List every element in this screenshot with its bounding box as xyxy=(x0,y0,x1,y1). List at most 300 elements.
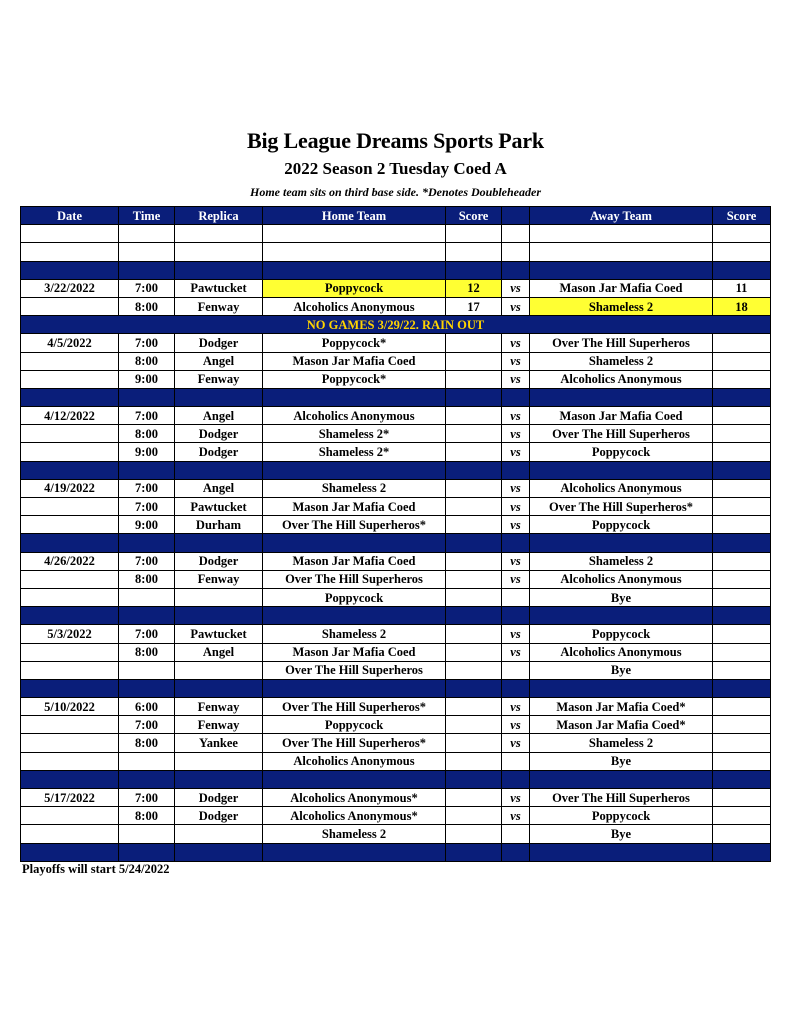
empty-cell xyxy=(502,607,530,625)
cell-vs: vs xyxy=(502,789,530,807)
empty-cell xyxy=(175,388,263,406)
separator-row xyxy=(21,261,771,279)
cell-date xyxy=(21,498,119,516)
cell-home-score xyxy=(446,752,502,770)
col-header-home-team: Home Team xyxy=(263,207,446,225)
empty-cell xyxy=(263,534,446,552)
cell-time xyxy=(119,752,175,770)
empty-cell xyxy=(713,225,771,243)
table-row xyxy=(21,825,771,843)
cell-replica: Angel xyxy=(175,643,263,661)
cell-home-score xyxy=(446,516,502,534)
table-row xyxy=(21,698,771,716)
empty-cell xyxy=(446,607,502,625)
cell-away-team: Over The Hill Superheros xyxy=(530,425,713,443)
cell-home-score xyxy=(446,479,502,497)
empty-cell xyxy=(119,388,175,406)
cell-away-score xyxy=(713,588,771,606)
empty-cell xyxy=(21,607,119,625)
cell-home-team: Shameless 2 xyxy=(263,479,446,497)
cell-time: 7:00 xyxy=(119,479,175,497)
cell-vs: vs xyxy=(502,370,530,388)
cell-away-score xyxy=(713,516,771,534)
cell-date: 4/5/2022 xyxy=(21,334,119,352)
cell-vs: vs xyxy=(502,516,530,534)
empty-cell xyxy=(502,243,530,261)
empty-cell xyxy=(21,225,119,243)
cell-home-team: Shameless 2* xyxy=(263,425,446,443)
empty-cell xyxy=(713,261,771,279)
cell-home-score xyxy=(446,570,502,588)
cell-away-score xyxy=(713,789,771,807)
cell-home-team: Mason Jar Mafia Coed xyxy=(263,498,446,516)
cell-time: 8:00 xyxy=(119,297,175,315)
page-title: Big League Dreams Sports Park xyxy=(247,128,544,153)
cell-date xyxy=(21,734,119,752)
table-row xyxy=(21,425,771,443)
cell-away-score xyxy=(713,716,771,734)
cell-home-team: Over The Hill Superheros xyxy=(263,570,446,588)
cell-home-team: Alcoholics Anonymous xyxy=(263,752,446,770)
cell-date: 4/26/2022 xyxy=(21,552,119,570)
cell-vs: vs xyxy=(502,479,530,497)
table-row xyxy=(21,588,771,606)
cell-away-team: Over The Hill Superheros xyxy=(530,334,713,352)
cell-date: 3/22/2022 xyxy=(21,279,119,297)
empty-cell xyxy=(175,679,263,697)
empty-cell xyxy=(175,534,263,552)
empty-cell xyxy=(446,243,502,261)
empty-cell xyxy=(713,770,771,788)
cell-date: 5/3/2022 xyxy=(21,625,119,643)
cell-replica xyxy=(175,588,263,606)
cell-replica: Dodger xyxy=(175,443,263,461)
cell-replica: Angel xyxy=(175,352,263,370)
cell-away-team: Over The Hill Superheros* xyxy=(530,498,713,516)
cell-date: 5/10/2022 xyxy=(21,698,119,716)
cell-home-team: Over The Hill Superheros xyxy=(263,661,446,679)
cell-replica: Angel xyxy=(175,407,263,425)
empty-cell xyxy=(502,461,530,479)
cell-away-team: Over The Hill Superheros xyxy=(530,789,713,807)
empty-cell xyxy=(446,388,502,406)
empty-cell xyxy=(263,770,446,788)
cell-replica: Dodger xyxy=(175,552,263,570)
cell-replica: Dodger xyxy=(175,334,263,352)
empty-cell xyxy=(119,261,175,279)
table-row xyxy=(21,498,771,516)
empty-cell xyxy=(263,225,446,243)
cell-date xyxy=(21,752,119,770)
empty-cell xyxy=(21,534,119,552)
cell-replica: Dodger xyxy=(175,807,263,825)
cell-vs: vs xyxy=(502,297,530,315)
separator-row xyxy=(21,607,771,625)
cell-date xyxy=(21,807,119,825)
cell-home-score xyxy=(446,625,502,643)
cell-time: 7:00 xyxy=(119,625,175,643)
cell-away-score xyxy=(713,443,771,461)
cell-date: 4/19/2022 xyxy=(21,479,119,497)
cell-replica: Fenway xyxy=(175,698,263,716)
separator-row xyxy=(21,770,771,788)
empty-cell xyxy=(119,770,175,788)
empty-cell xyxy=(446,534,502,552)
cell-replica: Fenway xyxy=(175,570,263,588)
cell-time: 8:00 xyxy=(119,570,175,588)
cell-away-score xyxy=(713,498,771,516)
empty-cell xyxy=(175,243,263,261)
empty-cell xyxy=(530,388,713,406)
cell-vs: vs xyxy=(502,352,530,370)
cell-home-score: 12 xyxy=(446,279,502,297)
empty-cell xyxy=(713,461,771,479)
cell-replica: Dodger xyxy=(175,425,263,443)
cell-away-team: Mason Jar Mafia Coed* xyxy=(530,698,713,716)
cell-away-team: Shameless 2 xyxy=(530,297,713,315)
cell-date xyxy=(21,516,119,534)
cell-date xyxy=(21,297,119,315)
table-row xyxy=(21,716,771,734)
cell-time: 8:00 xyxy=(119,643,175,661)
cell-away-team: Poppycock xyxy=(530,807,713,825)
footer-note: Playoffs will start 5/24/2022 xyxy=(22,862,170,876)
cell-home-team: Shameless 2* xyxy=(263,443,446,461)
cell-home-team: Mason Jar Mafia Coed xyxy=(263,552,446,570)
cell-away-score xyxy=(713,698,771,716)
empty-cell xyxy=(446,225,502,243)
table-row xyxy=(21,643,771,661)
cell-time: 6:00 xyxy=(119,698,175,716)
col-header-time: Time xyxy=(119,207,175,225)
cell-vs: vs xyxy=(502,625,530,643)
empty-cell xyxy=(713,679,771,697)
empty-cell xyxy=(263,243,446,261)
separator-row xyxy=(21,843,771,861)
cell-home-team: Poppycock xyxy=(263,716,446,734)
cell-away-score: 18 xyxy=(713,297,771,315)
cell-time: 9:00 xyxy=(119,443,175,461)
empty-cell xyxy=(175,770,263,788)
cell-home-team: Alcoholics Anonymous xyxy=(263,407,446,425)
cell-vs xyxy=(502,588,530,606)
cell-away-team: Alcoholics Anonymous xyxy=(530,370,713,388)
cell-away-team: Mason Jar Mafia Coed xyxy=(530,407,713,425)
cell-home-score xyxy=(446,552,502,570)
empty-cell xyxy=(502,843,530,861)
cell-vs: vs xyxy=(502,570,530,588)
notice-row xyxy=(21,316,771,334)
cell-time: 8:00 xyxy=(119,352,175,370)
cell-time xyxy=(119,825,175,843)
cell-home-score xyxy=(446,698,502,716)
cell-replica: Pawtucket xyxy=(175,498,263,516)
cell-away-score xyxy=(713,334,771,352)
cell-replica: Fenway xyxy=(175,297,263,315)
cell-date xyxy=(21,588,119,606)
cell-vs xyxy=(502,661,530,679)
page-subtitle: 2022 Season 2 Tuesday Coed A xyxy=(284,159,507,178)
empty-cell xyxy=(530,225,713,243)
empty-cell xyxy=(175,461,263,479)
table-row xyxy=(21,661,771,679)
cell-home-team: Poppycock xyxy=(263,279,446,297)
cell-home-score xyxy=(446,789,502,807)
cell-replica: Yankee xyxy=(175,734,263,752)
cell-replica: Dodger xyxy=(175,789,263,807)
table-row xyxy=(21,516,771,534)
cell-away-score xyxy=(713,407,771,425)
notice-text: NO GAMES 3/29/22. RAIN OUT xyxy=(21,316,771,334)
cell-home-team: Alcoholics Anonymous* xyxy=(263,789,446,807)
cell-vs xyxy=(502,825,530,843)
empty-cell xyxy=(530,261,713,279)
empty-cell xyxy=(530,679,713,697)
cell-home-team: Alcoholics Anonymous* xyxy=(263,807,446,825)
cell-away-team: Mason Jar Mafia Coed* xyxy=(530,716,713,734)
cell-home-team: Mason Jar Mafia Coed xyxy=(263,643,446,661)
schedule-table xyxy=(20,206,771,862)
cell-date xyxy=(21,825,119,843)
cell-time: 7:00 xyxy=(119,716,175,734)
cell-home-score xyxy=(446,661,502,679)
cell-home-score xyxy=(446,443,502,461)
cell-time: 8:00 xyxy=(119,807,175,825)
cell-home-team: Over The Hill Superheros* xyxy=(263,734,446,752)
col-header-home-score: Score xyxy=(446,207,502,225)
cell-replica xyxy=(175,752,263,770)
cell-time xyxy=(119,588,175,606)
cell-home-score xyxy=(446,716,502,734)
empty-cell xyxy=(263,261,446,279)
cell-vs: vs xyxy=(502,425,530,443)
cell-replica: Fenway xyxy=(175,716,263,734)
cell-vs xyxy=(502,752,530,770)
cell-time: 7:00 xyxy=(119,334,175,352)
empty-cell xyxy=(21,770,119,788)
cell-away-score xyxy=(713,807,771,825)
cell-vs: vs xyxy=(502,334,530,352)
cell-date xyxy=(21,443,119,461)
empty-cell xyxy=(713,388,771,406)
table-row xyxy=(21,407,771,425)
empty-cell xyxy=(119,243,175,261)
empty-cell xyxy=(21,461,119,479)
cell-away-team: Shameless 2 xyxy=(530,734,713,752)
empty-cell xyxy=(446,843,502,861)
empty-cell xyxy=(21,388,119,406)
cell-vs: vs xyxy=(502,552,530,570)
empty-cell xyxy=(502,388,530,406)
table-row xyxy=(21,625,771,643)
cell-date: 4/12/2022 xyxy=(21,407,119,425)
table-row xyxy=(21,734,771,752)
cell-home-score xyxy=(446,352,502,370)
table-row xyxy=(21,279,771,297)
separator-row xyxy=(21,388,771,406)
empty-cell xyxy=(263,679,446,697)
cell-away-team: Poppycock xyxy=(530,625,713,643)
empty-cell xyxy=(175,607,263,625)
cell-away-score xyxy=(713,352,771,370)
cell-vs: vs xyxy=(502,407,530,425)
empty-cell xyxy=(446,261,502,279)
cell-home-score xyxy=(446,498,502,516)
cell-replica: Fenway xyxy=(175,370,263,388)
cell-away-score xyxy=(713,752,771,770)
cell-home-team: Shameless 2 xyxy=(263,625,446,643)
empty-cell xyxy=(21,843,119,861)
empty-cell xyxy=(530,607,713,625)
cell-home-team: Poppycock* xyxy=(263,334,446,352)
schedule-body xyxy=(21,225,771,862)
cell-vs: vs xyxy=(502,734,530,752)
cell-vs: vs xyxy=(502,443,530,461)
cell-home-score xyxy=(446,643,502,661)
cell-time: 7:00 xyxy=(119,552,175,570)
cell-home-score xyxy=(446,588,502,606)
empty-cell xyxy=(263,843,446,861)
cell-home-team: Over The Hill Superheros* xyxy=(263,698,446,716)
cell-away-score xyxy=(713,661,771,679)
cell-time: 9:00 xyxy=(119,370,175,388)
col-header-replica: Replica xyxy=(175,207,263,225)
table-row xyxy=(21,479,771,497)
cell-home-score xyxy=(446,407,502,425)
cell-replica: Durham xyxy=(175,516,263,534)
empty-cell xyxy=(119,225,175,243)
cell-replica xyxy=(175,661,263,679)
cell-vs: vs xyxy=(502,279,530,297)
cell-away-team: Mason Jar Mafia Coed xyxy=(530,279,713,297)
separator-row xyxy=(21,534,771,552)
cell-away-score xyxy=(713,734,771,752)
empty-cell xyxy=(263,461,446,479)
cell-away-score xyxy=(713,425,771,443)
cell-home-score xyxy=(446,334,502,352)
cell-home-score xyxy=(446,807,502,825)
cell-away-team: Alcoholics Anonymous xyxy=(530,479,713,497)
cell-away-team: Bye xyxy=(530,661,713,679)
col-header-away-team: Away Team xyxy=(530,207,713,225)
cell-time: 8:00 xyxy=(119,425,175,443)
empty-cell xyxy=(119,461,175,479)
empty-cell xyxy=(175,261,263,279)
empty-cell xyxy=(530,770,713,788)
empty-cell xyxy=(530,534,713,552)
cell-date xyxy=(21,352,119,370)
cell-home-team: Poppycock* xyxy=(263,370,446,388)
cell-home-team: Mason Jar Mafia Coed xyxy=(263,352,446,370)
empty-cell xyxy=(119,607,175,625)
cell-replica: Pawtucket xyxy=(175,279,263,297)
cell-home-team: Alcoholics Anonymous xyxy=(263,297,446,315)
cell-vs: vs xyxy=(502,716,530,734)
cell-date xyxy=(21,661,119,679)
cell-vs: vs xyxy=(502,807,530,825)
cell-time: 7:00 xyxy=(119,789,175,807)
empty-cell xyxy=(530,461,713,479)
cell-time: 7:00 xyxy=(119,498,175,516)
empty-cell xyxy=(502,534,530,552)
table-row xyxy=(21,752,771,770)
cell-away-team: Bye xyxy=(530,825,713,843)
table-row xyxy=(21,807,771,825)
cell-away-score xyxy=(713,370,771,388)
empty-cell xyxy=(713,243,771,261)
empty-cell xyxy=(263,388,446,406)
blank-row xyxy=(21,243,771,261)
cell-away-team: Bye xyxy=(530,588,713,606)
cell-away-team: Poppycock xyxy=(530,516,713,534)
cell-home-score xyxy=(446,370,502,388)
col-header-away-score: Score xyxy=(713,207,771,225)
cell-time: 9:00 xyxy=(119,516,175,534)
cell-away-score xyxy=(713,552,771,570)
cell-vs: vs xyxy=(502,498,530,516)
cell-date xyxy=(21,716,119,734)
cell-away-team: Poppycock xyxy=(530,443,713,461)
empty-cell xyxy=(713,534,771,552)
cell-home-score: 17 xyxy=(446,297,502,315)
cell-replica xyxy=(175,825,263,843)
table-row xyxy=(21,370,771,388)
empty-cell xyxy=(530,843,713,861)
cell-home-score xyxy=(446,425,502,443)
cell-away-team: Alcoholics Anonymous xyxy=(530,643,713,661)
empty-cell xyxy=(502,679,530,697)
cell-date xyxy=(21,643,119,661)
header-note: Home team sits on third base side. *Denotes Doubleheader xyxy=(250,185,541,199)
cell-time: 7:00 xyxy=(119,279,175,297)
separator-row xyxy=(21,679,771,697)
table-row xyxy=(21,789,771,807)
table-row xyxy=(21,334,771,352)
empty-cell xyxy=(502,770,530,788)
empty-cell xyxy=(446,461,502,479)
cell-time: 7:00 xyxy=(119,407,175,425)
cell-away-team: Alcoholics Anonymous xyxy=(530,570,713,588)
empty-cell xyxy=(446,679,502,697)
col-header-date: Date xyxy=(21,207,119,225)
empty-cell xyxy=(713,607,771,625)
empty-cell xyxy=(263,607,446,625)
cell-away-team: Shameless 2 xyxy=(530,552,713,570)
cell-date xyxy=(21,570,119,588)
empty-cell xyxy=(119,843,175,861)
cell-home-team: Shameless 2 xyxy=(263,825,446,843)
cell-replica: Pawtucket xyxy=(175,625,263,643)
empty-cell xyxy=(21,261,119,279)
separator-row xyxy=(21,461,771,479)
empty-cell xyxy=(502,225,530,243)
cell-home-score xyxy=(446,734,502,752)
table-row xyxy=(21,352,771,370)
table-row xyxy=(21,570,771,588)
cell-away-score: 11 xyxy=(713,279,771,297)
cell-vs: vs xyxy=(502,698,530,716)
col-header-vs xyxy=(502,207,530,225)
cell-time: 8:00 xyxy=(119,734,175,752)
table-header-row xyxy=(21,207,771,225)
cell-replica: Angel xyxy=(175,479,263,497)
empty-cell xyxy=(530,243,713,261)
empty-cell xyxy=(713,843,771,861)
empty-cell xyxy=(175,843,263,861)
empty-cell xyxy=(119,534,175,552)
empty-cell xyxy=(21,679,119,697)
cell-away-score xyxy=(713,643,771,661)
